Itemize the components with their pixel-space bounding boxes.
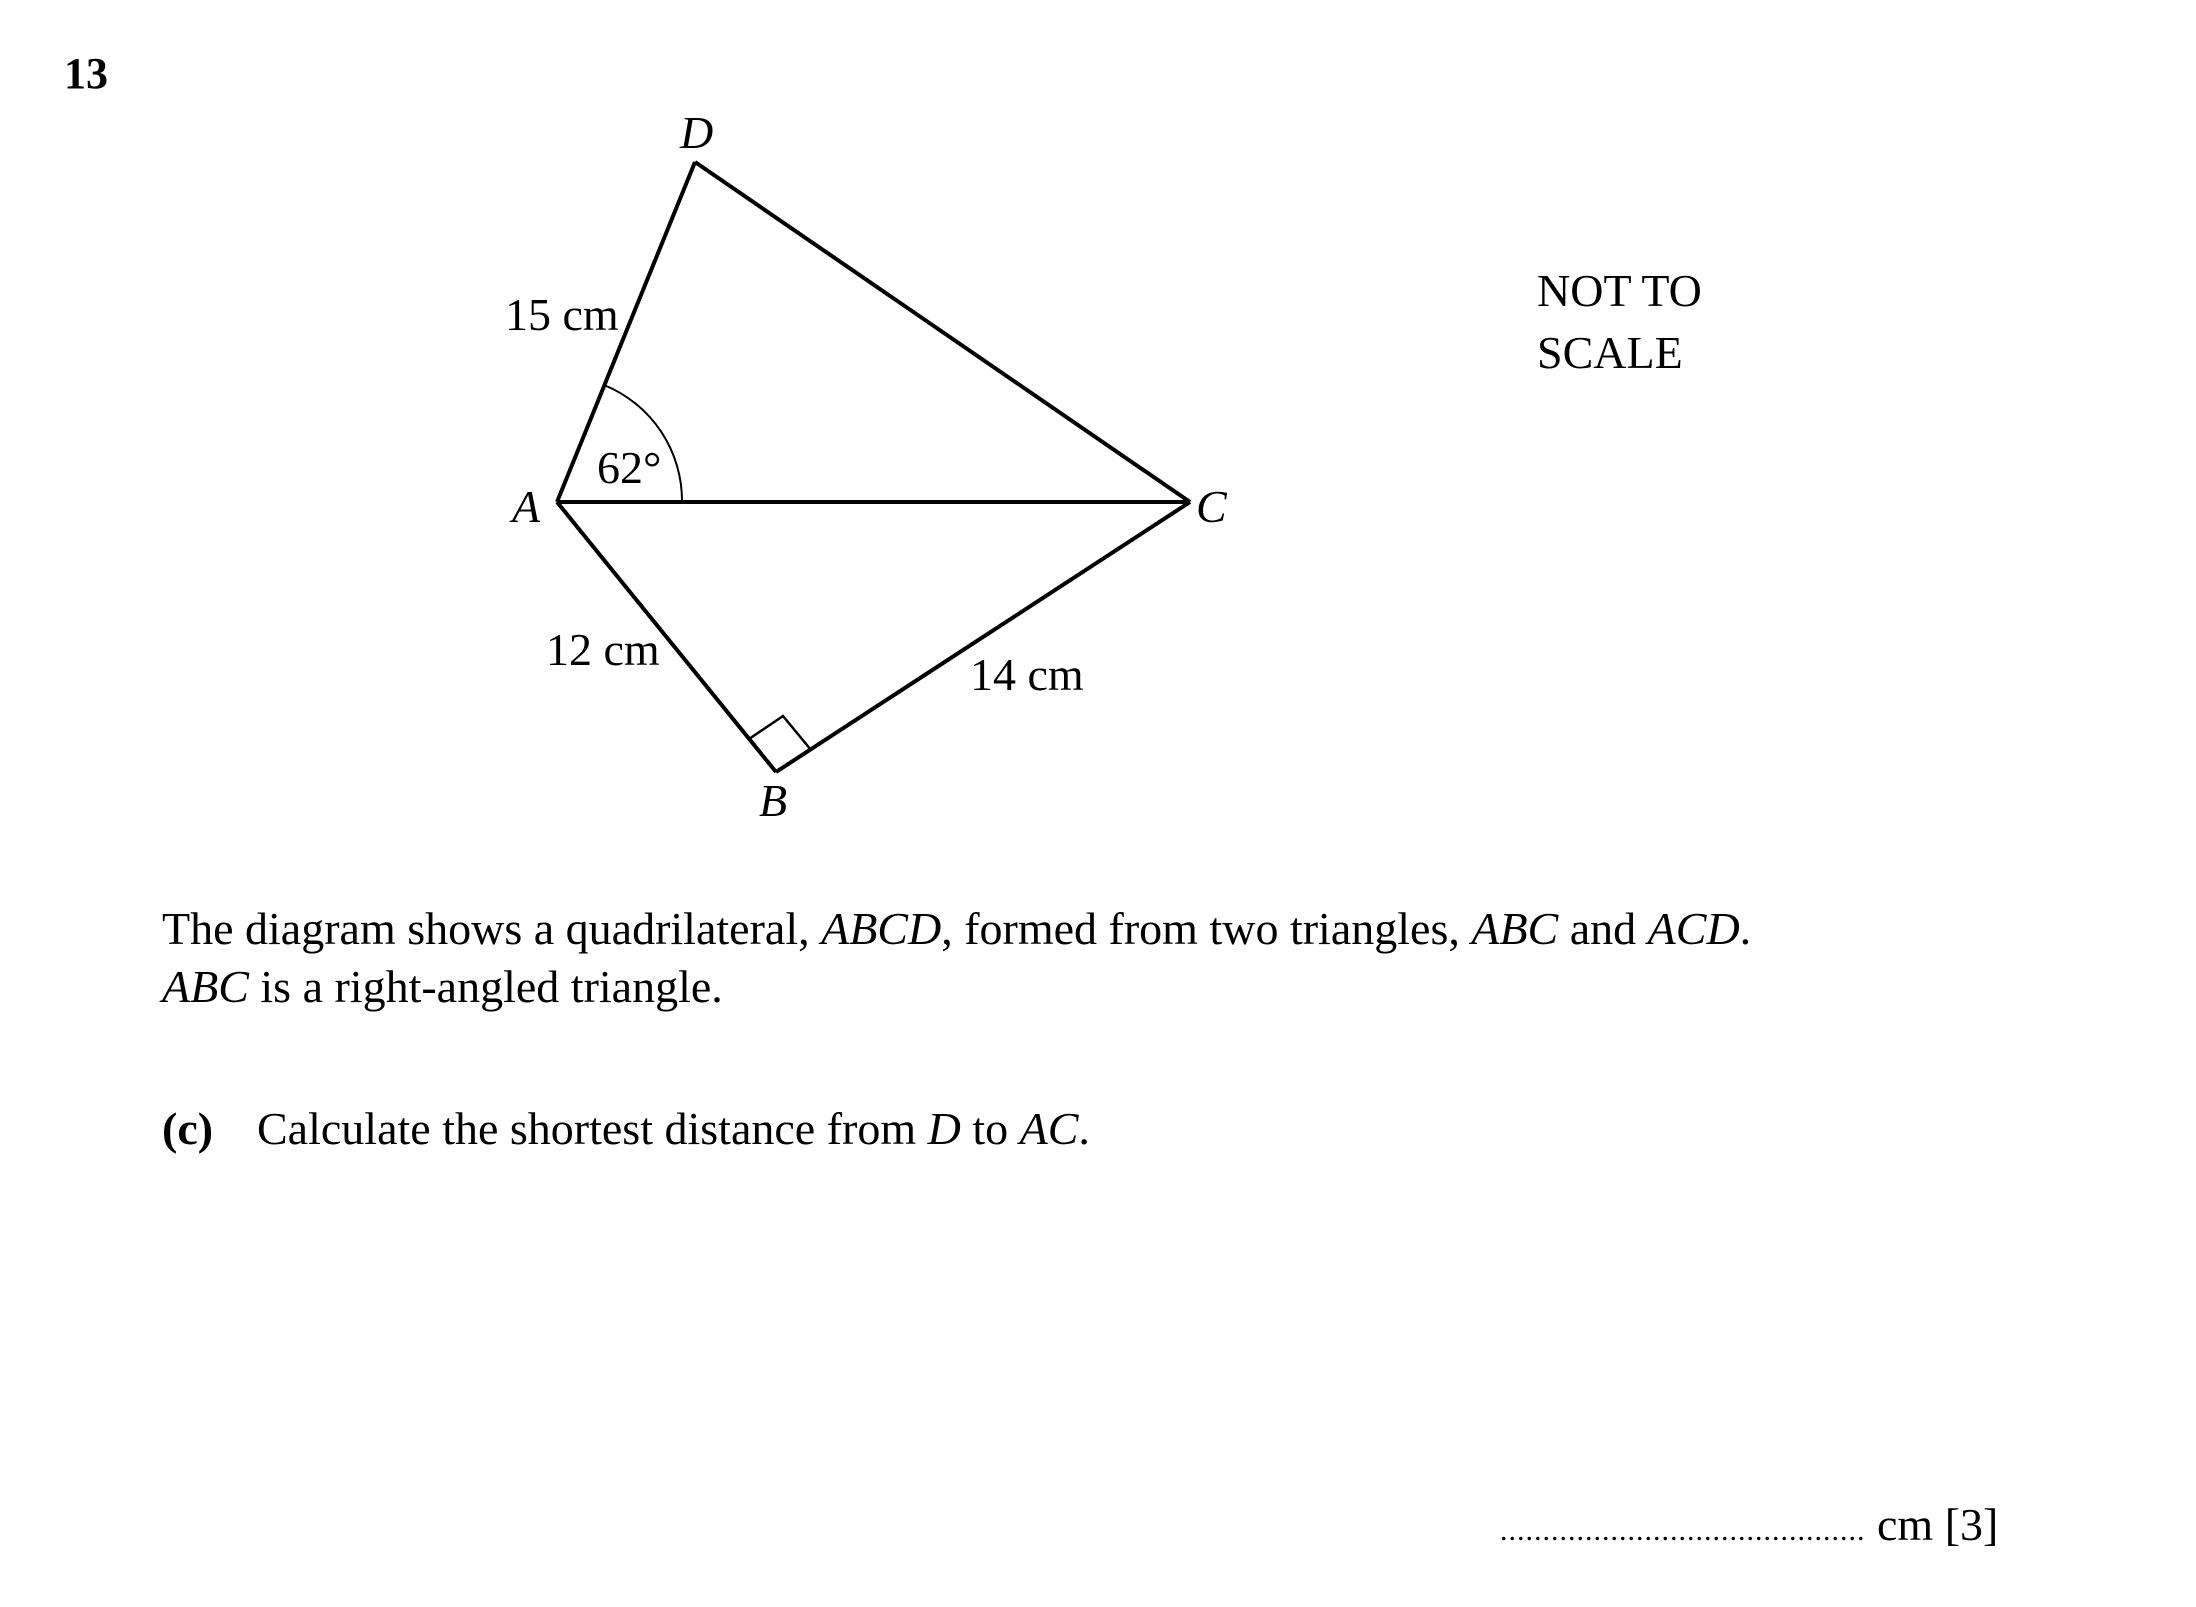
point-label-C: C xyxy=(1196,481,1227,532)
part-c-text: to xyxy=(960,1103,1020,1154)
stem-text: is a right-angled triangle. xyxy=(248,961,723,1012)
stem-text: . xyxy=(1739,903,1752,954)
stem-line2 xyxy=(162,958,1751,1016)
answer-unit: cm xyxy=(1865,1499,1945,1550)
answer-dots[interactable]: ........................................... xyxy=(1500,1514,1866,1547)
stem-italic: ABC xyxy=(162,961,249,1012)
length-label-AB: 12 cm xyxy=(546,624,660,675)
point-label-B: B xyxy=(759,775,788,826)
stem-italic: ABC xyxy=(1471,903,1559,954)
length-label-AD: 15 cm xyxy=(505,289,619,340)
part-c-text: Calculate the shortest distance from xyxy=(257,1103,928,1154)
angle-label-62: 62° xyxy=(597,442,662,493)
stem-line1 xyxy=(162,900,1751,958)
stem-text: , formed from two triangles, xyxy=(941,903,1472,954)
part-c-italic: D xyxy=(927,1103,961,1154)
not-to-scale-note xyxy=(1537,260,1702,384)
stem-italic: ACD xyxy=(1647,903,1740,954)
stem-italic: ABCD xyxy=(821,903,942,954)
point-label-D: D xyxy=(680,107,714,158)
question-number: 13 xyxy=(64,49,108,98)
question-stem xyxy=(162,900,1751,1016)
answer-line[interactable] xyxy=(1500,1496,1998,1560)
part-c-label: (c) xyxy=(162,1103,214,1154)
right-angle-marker-B xyxy=(749,716,811,750)
part-c-question xyxy=(162,1100,1090,1158)
stem-text: and xyxy=(1558,903,1648,954)
point-label-A: A xyxy=(512,481,541,532)
part-c-text: . xyxy=(1078,1103,1090,1154)
stem-text: The diagram shows a quadrilateral, xyxy=(162,903,822,954)
edge-DC xyxy=(695,162,1190,502)
length-label-BC: 14 cm xyxy=(970,649,1084,700)
not-to-scale-line2: SCALE xyxy=(1537,327,1683,378)
answer-marks: [3] xyxy=(1944,1499,1999,1550)
part-c-italic: AC xyxy=(1019,1103,1079,1154)
not-to-scale-line1: NOT TO xyxy=(1537,265,1702,316)
edge-BC xyxy=(776,502,1190,772)
